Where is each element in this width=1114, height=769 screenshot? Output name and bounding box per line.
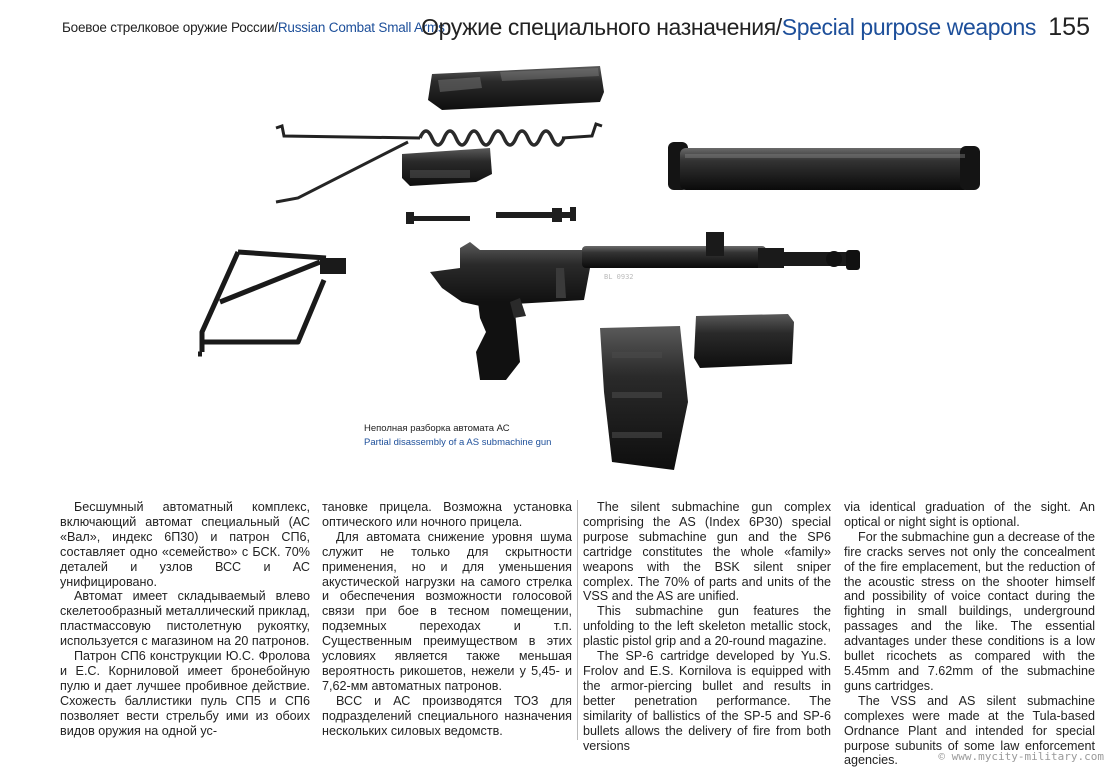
- paragraph: Бесшумный автоматный комплекс, включающий автомат специальный (АС «Вал», индекс 6П30) и патрон СП6, составляет одно «семейство» с БСК. 70% деталей и узлов ВСС и АС унифицировано.: [60, 500, 310, 589]
- paragraph: The VSS and AS silent submachine complexes were made at the Tula-based Ordnance Plant and intended for special purpose subunits of some law enforcement agencies.: [844, 693, 1095, 768]
- folding-stock-part: [198, 252, 326, 354]
- text-column-ru-1: [60, 500, 310, 739]
- paragraph: The silent submachine gun complex comprising the AS (Index 6P30) special purpose submachine gun and the SP6 cartridge constitutes the whole «family» weapons with the BSK silent sniper complex. The 70% of parts and units of the VSS and the AS are unified.: [583, 500, 831, 604]
- receiver-marking: BL 0932: [604, 273, 634, 281]
- column-divider: [577, 500, 578, 740]
- text-column-en-1: [583, 500, 831, 753]
- header-left-en: Russian Combat Small Arms: [277, 20, 445, 35]
- paragraph: Автомат имеет складываемый влево скелетообразный металлический приклад, пластмассовую пистолетную рукоятку, используется с магазином на 20 патронов.: [60, 589, 310, 649]
- caption-ru: Неполная разборка автомата АС: [364, 423, 510, 434]
- text-column-en-2: [844, 500, 1095, 768]
- paragraph: Для автомата снижение уровня шума служит не только для скрытности применения, но и для уменьшения акустической нагрузки на самого стрелка и обеспечения возможности голосовой связи при бое в тесном помещении, подземных переходах и т.п. Существенным преимуществом в этих условиях является также меньшая вероятность рикошетов, нежели у 5,45- и 7,62-мм автоматных патронов.: [322, 529, 572, 693]
- firing-pin-rod-part: [276, 142, 408, 202]
- running-header-left: [62, 20, 445, 35]
- header-left-ru: Боевое стрелковое оружие России/: [62, 20, 278, 35]
- paragraph: This submachine gun features the unfolding to the left skeleton metallic stock, plastic pistol grip and a 20-round magazine.: [583, 604, 831, 649]
- section-title-en: Special purpose weapons: [781, 14, 1036, 40]
- dust-cover-part: [428, 66, 604, 110]
- bolt-carrier-part: [402, 148, 492, 186]
- paragraph: тановке прицела. Возможна установка оптического или ночного прицела.: [322, 500, 572, 529]
- paragraph: Патрон СП6 конструкции Ю.С. Фролова и Е.С. Корниловой имеет бронебойную пулю и дает лучшее пробивное действие. Схожесть баллистики пуль СП5 и СП6 позволяет вести стрельбу ими из обоих видов оружия на одной ус-: [60, 649, 310, 738]
- section-title: [421, 14, 1036, 41]
- small-parts: [406, 207, 576, 224]
- text-column-ru-2: [322, 500, 572, 739]
- paragraph: ВСС и АС производятся ТОЗ для подразделений специального назначения нескольких силовых ведомств.: [322, 693, 572, 738]
- paragraph: For the submachine gun a decrease of the fire cracks serves not only the concealment of the fire emplacement, but the reduction of the acoustic stress on the shooter himself and possibility of voice contact during the fighting in small buildings, underground passages and the like. The essential advantages under these conditions is a low bullet ricochets as compared with the 5.45mm and 7.62mm of the submachine guns cartridges.: [844, 529, 1095, 693]
- paragraph: via identical graduation of the sight. An optical or night sight is optional.: [844, 500, 1095, 529]
- page-number: 155: [1048, 13, 1090, 41]
- receiver-part: [430, 232, 860, 306]
- handguard-part: [694, 314, 794, 368]
- paragraph: The SP-6 cartridge developed by Yu.S. Frolov and E.S. Kornilova is equipped with the armor-piercing bullet and results in better penetration performance. The similarity of ballistics of the SP-5 and SP-6 bullets allows the delivery of fire from both versions: [583, 649, 831, 753]
- figure-caption: [364, 422, 551, 450]
- section-title-ru: Оружие специального назначения/: [421, 14, 782, 40]
- recoil-spring-part: [276, 124, 602, 145]
- disassembly-illustration: [180, 62, 1030, 492]
- suppressor-part: [668, 142, 980, 190]
- watermark: © www.mycity-military.com: [938, 750, 1104, 763]
- pistol-grip-part: [476, 298, 526, 380]
- magazine-part: [600, 326, 688, 470]
- caption-en: Partial disassembly of a AS submachine gun: [364, 437, 552, 448]
